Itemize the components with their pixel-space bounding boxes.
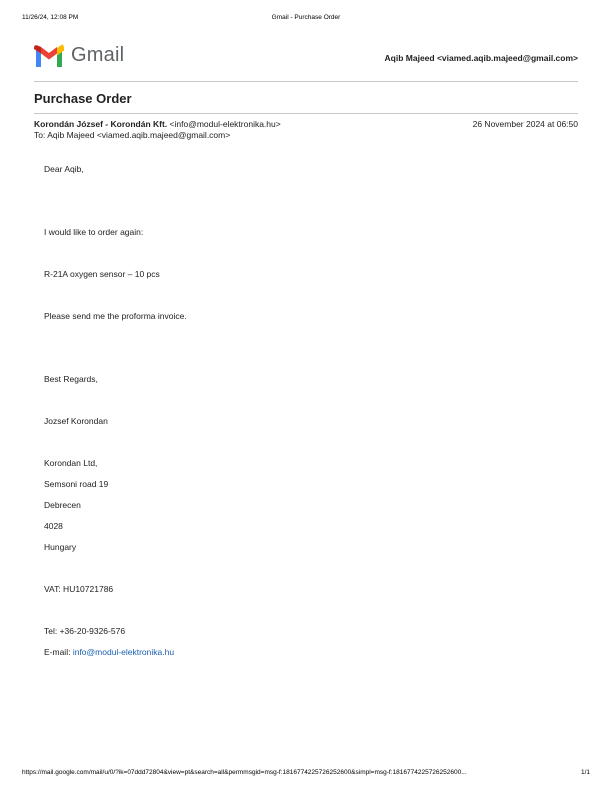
print-datetime: 11/26/24, 12:08 PM xyxy=(22,14,79,21)
signature-vat: VAT: HU10721786 xyxy=(44,584,114,594)
email-date: 26 November 2024 at 06:50 xyxy=(472,119,578,129)
signature-phone: Tel: +36-20-9326-576 xyxy=(44,626,126,636)
signature-country: Hungary xyxy=(44,542,77,552)
gmail-wordmark: Gmail xyxy=(71,44,125,66)
body-request: Please send me the proforma invoice. xyxy=(44,311,187,321)
body-closing: Best Regards, xyxy=(44,374,98,384)
email-subject: Purchase Order xyxy=(34,91,132,106)
signature-postcode: 4028 xyxy=(44,521,63,531)
gmail-m-icon xyxy=(34,44,64,67)
signature-company: Korondan Ltd, xyxy=(44,458,98,468)
signature-email-link[interactable]: info@modul-elektronika.hu xyxy=(72,647,175,657)
sender-name: Korondán József - Korondán Kft. xyxy=(34,119,168,129)
body-intro: I would like to order again: xyxy=(44,227,144,237)
signature-city: Debrecen xyxy=(44,500,81,510)
body-greeting: Dear Aqib, xyxy=(44,164,84,174)
subject-divider xyxy=(34,113,578,114)
email-from xyxy=(34,119,281,129)
gmail-logo xyxy=(34,44,124,67)
sender-address: <info@modul-elektronika.hu> xyxy=(169,119,281,129)
signature-name: Jozsef Korondan xyxy=(44,416,108,426)
signature-email-label: E-mail: xyxy=(44,647,71,657)
body-order-item: R-21A oxygen sensor – 10 pcs xyxy=(44,269,160,279)
header-divider xyxy=(34,81,578,82)
print-title: Gmail - Purchase Order xyxy=(271,14,341,21)
email-to: To: Aqib Majeed <viamed.aqib.majeed@gmail.com> xyxy=(34,130,231,140)
signature-street: Semsoni road 19 xyxy=(44,479,109,489)
print-url: https://mail.google.com/mail/u/0/?ik=07ddd72804&view=pt&search=all&permmsgid=msg-f:1816774225726252600&simpl=msg-f:1816774225726252600... xyxy=(22,769,467,776)
account-identity: Aqib Majeed <viamed.aqib.majeed@gmail.com> xyxy=(384,53,578,63)
signature-email xyxy=(44,647,174,657)
print-page-number: 1/1 xyxy=(580,769,590,776)
